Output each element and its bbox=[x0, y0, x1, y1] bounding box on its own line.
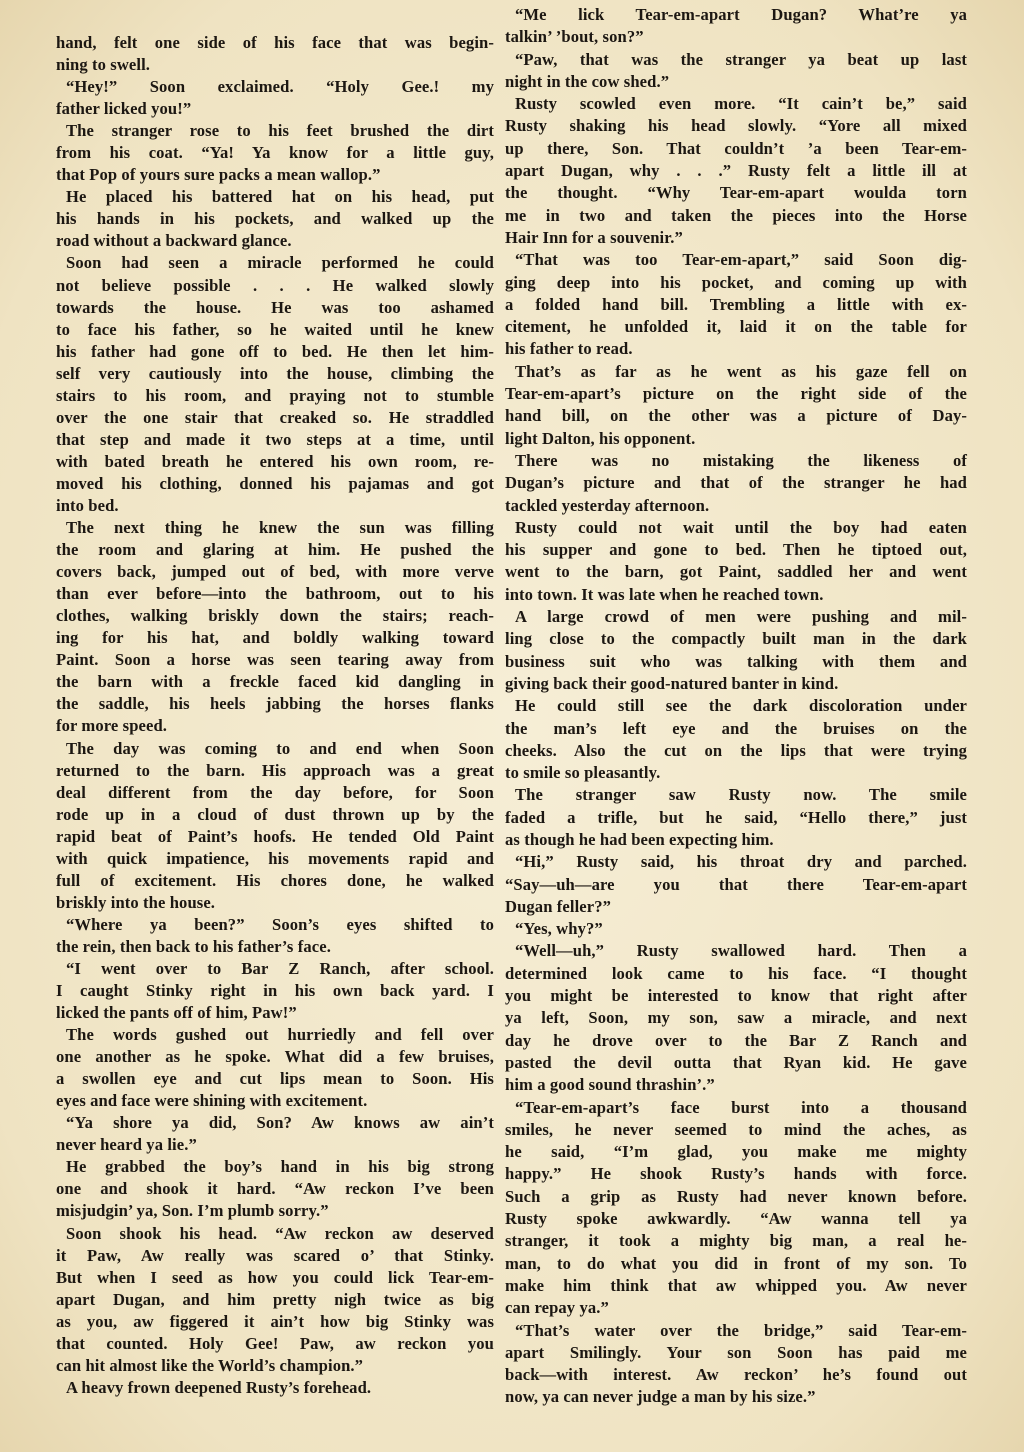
text-line: Hair Inn for a souvenir.” bbox=[505, 227, 683, 247]
text-line: his supper and gone to bed. Then he tiptoed out, bbox=[505, 540, 967, 560]
text-line: “Ya shore ya did, Son? Aw knows aw ain’t bbox=[66, 1113, 494, 1133]
text-line: “Where ya been?” Soon’s eyes shifted to bbox=[66, 914, 494, 934]
text-line: covers back, jumped out of bed, with more verve bbox=[56, 562, 494, 582]
text-line: The day was coming to and end when Soon bbox=[66, 738, 494, 758]
text-line: the barn with a freckle faced kid dangling in bbox=[56, 672, 494, 692]
text-line: ing for his hat, and boldly walking toward bbox=[56, 628, 494, 648]
text-line: me in two and taken the pieces into the Horse bbox=[505, 205, 967, 225]
text-line: a folded hand bill. Trembling a little with ex- bbox=[505, 294, 967, 314]
text-line: talkin’ ’bout, son?” bbox=[505, 27, 644, 47]
text-line: self very cautiously into the house, climbing the bbox=[56, 363, 494, 383]
text-line: Rusty scowled even more. “It cain’t be,” said bbox=[515, 94, 967, 114]
paragraph bbox=[56, 1223, 494, 1377]
paragraph bbox=[56, 1112, 494, 1156]
text-line: Soon shook his head. “Aw reckon aw deserved bbox=[66, 1223, 494, 1243]
text-line: “Hey!” Soon exclaimed. “Holy Gee.! my bbox=[66, 77, 494, 97]
text-line: his hands in his pockets, and walked up the bbox=[56, 209, 494, 229]
paragraph bbox=[505, 361, 967, 450]
text-line: light Dalton, his opponent. bbox=[505, 428, 696, 448]
paragraph bbox=[505, 450, 967, 517]
text-line: happy.” He shook Rusty’s hands with force. bbox=[505, 1164, 967, 1184]
text-line: A large crowd of men were pushing and mil- bbox=[515, 607, 967, 627]
paragraph bbox=[56, 517, 494, 737]
text-line: “That’s water over the bridge,” said Tear-em- bbox=[515, 1320, 967, 1340]
text-line: can hit almost like the World’s champion.” bbox=[56, 1355, 364, 1375]
paragraph bbox=[505, 606, 967, 695]
text-line: licked the pants off of him, Paw!” bbox=[56, 1003, 297, 1023]
text-line: rapid beat of Paint’s hoofs. He tended Old Paint bbox=[56, 826, 494, 846]
text-line: him a good sound thrashin’.” bbox=[505, 1075, 715, 1095]
text-line: hand bill, on the other was a picture of Day- bbox=[505, 406, 967, 426]
paragraph bbox=[56, 186, 494, 252]
paragraph bbox=[56, 914, 494, 958]
text-line: into town. It was late when he reached town. bbox=[505, 584, 824, 604]
text-line: road without a backward glance. bbox=[56, 231, 292, 251]
text-line: the thought. “Why Tear-em-apart woulda torn bbox=[505, 183, 967, 203]
paragraph bbox=[505, 851, 967, 918]
paragraph bbox=[505, 249, 967, 360]
text-line: back—with interest. Aw reckon’ he’s found out bbox=[505, 1365, 967, 1385]
paragraph bbox=[56, 738, 494, 914]
text-line: a swollen eye and cut lips mean to Soon. His bbox=[56, 1069, 494, 1089]
text-line: not believe possible . . . He walked slowly bbox=[56, 275, 494, 295]
paragraph bbox=[56, 252, 494, 517]
text-line: A heavy frown deepened Rusty’s forehead. bbox=[66, 1377, 372, 1397]
text-line: than ever before—into the bathroom, out to his bbox=[56, 584, 494, 604]
text-line: over the one stair that creaked so. He straddled bbox=[56, 407, 494, 427]
text-line: to face his father, so he waited until he knew bbox=[56, 319, 494, 339]
text-line: with bated breath he entered his own room, re- bbox=[56, 451, 494, 471]
text-line: But when I seed as how you could lick Tear-em- bbox=[56, 1267, 494, 1287]
text-line: with quick impatience, his movements rapid and bbox=[56, 848, 494, 868]
text-line: the rein, then back to his father’s face. bbox=[56, 936, 331, 956]
text-line: now, ya can never judge a man by his size.” bbox=[505, 1387, 816, 1407]
paragraph bbox=[56, 1377, 494, 1399]
text-line: ya left, Soon, my son, saw a miracle, and next bbox=[505, 1008, 967, 1028]
paragraph bbox=[505, 1097, 967, 1320]
text-line: to smile so pleasantly. bbox=[505, 763, 661, 783]
text-line: man, to do what you did in front of my son. To bbox=[505, 1253, 967, 1273]
text-line: He placed his battered hat on his head, put bbox=[66, 187, 494, 207]
text-line: father licked you!” bbox=[56, 99, 192, 119]
text-line: the room and glaring at him. He pushed the bbox=[56, 540, 494, 560]
text-line: Dugan’s picture and that of the stranger he had bbox=[505, 473, 967, 493]
text-line: deal different from the day before, for Soon bbox=[56, 782, 494, 802]
text-line: apart Smilingly. Your son Soon has paid me bbox=[505, 1342, 967, 1362]
text-line: apart Dugan, why . . .” Rusty felt a little ill at bbox=[505, 161, 967, 181]
text-line: ning to swell. bbox=[56, 55, 151, 75]
text-line: the man’s left eye and the bruises on the bbox=[505, 718, 967, 738]
text-line: that step and made it two steps at a time, until bbox=[56, 429, 494, 449]
text-line: business suit who was talking with them and bbox=[505, 651, 967, 671]
text-line: Tear-em-apart’s picture on the right side of the bbox=[505, 384, 967, 404]
text-line: into bed. bbox=[56, 495, 119, 515]
paragraph bbox=[56, 32, 494, 76]
text-line: The stranger saw Rusty now. The smile bbox=[515, 785, 967, 805]
paragraph bbox=[56, 76, 494, 120]
text-line: That’s as far as he went as his gaze fell on bbox=[515, 361, 967, 381]
text-line: Soon had seen a miracle performed he could bbox=[66, 253, 494, 273]
text-line: “Paw, that was the stranger ya beat up last bbox=[515, 49, 967, 69]
text-line: ling close to the compactly built man in the dark bbox=[505, 629, 967, 649]
text-line: “Me lick Tear-em-apart Dugan? What’re ya bbox=[515, 5, 967, 24]
text-line: you might be interested to know that right after bbox=[505, 986, 967, 1006]
text-line: night in the cow shed.” bbox=[505, 71, 670, 91]
text-line: Rusty shaking his head slowly. “Yore all mixed bbox=[505, 116, 967, 136]
text-line: the saddle, his heels jabbing the horses flanks bbox=[56, 694, 494, 714]
text-line: for more speed. bbox=[56, 716, 168, 736]
paragraph bbox=[505, 784, 967, 851]
text-line: as though he had been expecting him. bbox=[505, 829, 774, 849]
text-line: one and shook it hard. “Aw reckon I’ve been bbox=[56, 1179, 494, 1199]
text-line: There was no mistaking the likeness of bbox=[515, 450, 967, 470]
text-line: apart Dugan, and him pretty nigh twice as big bbox=[56, 1289, 494, 1309]
text-line: giving back their good-natured banter in kind. bbox=[505, 673, 839, 693]
text-line: went to the barn, got Paint, saddled her and went bbox=[505, 562, 967, 582]
paragraph bbox=[505, 918, 967, 940]
text-line: that Pop of yours sure packs a mean wallop.” bbox=[56, 165, 381, 185]
text-line: clothes, walking briskly down the stairs; reach- bbox=[56, 606, 494, 626]
text-line: Such a grip as Rusty had never known before. bbox=[505, 1186, 967, 1206]
text-line: He grabbed the boy’s hand in his big strong bbox=[66, 1157, 494, 1177]
text-line: one another as he spoke. What did a few bruises, bbox=[56, 1047, 494, 1067]
text-line: eyes and face were shining with excitement. bbox=[56, 1091, 368, 1111]
paragraph bbox=[56, 1156, 494, 1222]
text-line: it Paw, Aw really was scared o’ that Stinky. bbox=[56, 1245, 494, 1265]
text-line: that counted. Holy Gee! Paw, aw reckon you bbox=[56, 1333, 494, 1353]
text-line: Dugan feller?” bbox=[505, 896, 612, 916]
paragraph bbox=[505, 1320, 967, 1409]
text-line: can repay ya.” bbox=[505, 1298, 609, 1318]
text-line: “Tear-em-apart’s face burst into a thousand bbox=[515, 1097, 967, 1117]
text-line: “Hi,” Rusty said, his throat dry and parched. bbox=[515, 852, 967, 872]
text-line: his father to read. bbox=[505, 339, 633, 359]
text-line: The stranger rose to his feet brushed the dirt bbox=[66, 121, 494, 141]
text-line: faded a trifle, but he said, “Hello there,” just bbox=[505, 807, 967, 827]
text-line: moved his clothing, donned his pajamas and got bbox=[56, 473, 494, 493]
text-line: citement, he unfolded it, laid it on the table for bbox=[505, 317, 967, 337]
text-line: day he drove over to the Bar Z Ranch and bbox=[505, 1030, 967, 1050]
text-line: his father had gone off to bed. He then let him- bbox=[56, 341, 494, 361]
text-line: stranger, it took a mighty big man, a real he- bbox=[505, 1231, 967, 1251]
paragraph bbox=[505, 940, 967, 1096]
text-line: The next thing he knew the sun was filling bbox=[66, 518, 494, 538]
text-line: cheeks. Also the cut on the lips that were trying bbox=[505, 740, 967, 760]
text-line: He could still see the dark discoloration under bbox=[515, 696, 967, 716]
text-line: hand, felt one side of his face that was begin- bbox=[56, 33, 494, 52]
text-line: briskly into the house. bbox=[56, 892, 216, 912]
text-line: stairs to his room, and praying not to stumble bbox=[56, 385, 494, 405]
text-line: pasted the devil outta that Ryan kid. He gave bbox=[505, 1052, 967, 1072]
text-line: he said, “I’m glad, you make me mighty bbox=[505, 1142, 967, 1162]
paragraph bbox=[505, 695, 967, 784]
text-line: determined look came to his face. “I thought bbox=[505, 963, 967, 983]
paragraph bbox=[56, 1024, 494, 1112]
text-line: never heard ya lie.” bbox=[56, 1135, 197, 1155]
text-column-left bbox=[56, 32, 494, 1399]
text-line: up there, Son. That couldn’t ’a been Tear-em- bbox=[505, 138, 967, 158]
text-line: “Well—uh,” Rusty swallowed hard. Then a bbox=[515, 941, 967, 961]
text-line: “Yes, why?” bbox=[515, 919, 603, 939]
text-line: returned to the barn. His approach was a great bbox=[56, 760, 494, 780]
text-line: “I went over to Bar Z Ranch, after school. bbox=[66, 958, 494, 978]
text-line: Paint. Soon a horse was seen tearing away from bbox=[56, 650, 494, 670]
text-line: “Say—uh—are you that there Tear-em-apart bbox=[505, 874, 967, 894]
text-column-right bbox=[505, 4, 967, 1409]
paragraph bbox=[56, 120, 494, 186]
text-line: misjudgin’ ya, Son. I’m plumb sorry.” bbox=[56, 1201, 329, 1221]
text-line: “That was too Tear-em-apart,” said Soon dig- bbox=[515, 250, 967, 270]
paragraph bbox=[56, 958, 494, 1024]
text-line: make him think that aw whipped you. Aw never bbox=[505, 1275, 967, 1295]
text-line: ging deep into his pocket, and coming up with bbox=[505, 272, 967, 292]
text-line: full of excitement. His chores done, he walked bbox=[56, 870, 494, 890]
text-line: Rusty spoke awkwardly. “Aw wanna tell ya bbox=[505, 1209, 967, 1229]
text-line: The words gushed out hurriedly and fell over bbox=[66, 1025, 494, 1045]
text-line: smiles, he never seemed to mind the aches, as bbox=[505, 1119, 967, 1139]
text-line: tackled yesterday afternoon. bbox=[505, 495, 710, 515]
text-line: towards the house. He was too ashamed bbox=[56, 297, 494, 317]
text-line: I caught Stinky right in his own back yard. I bbox=[56, 981, 494, 1001]
paragraph bbox=[505, 93, 967, 249]
paragraph bbox=[505, 4, 967, 49]
paragraph bbox=[505, 517, 967, 606]
text-line: from his coat. “Ya! Ya know for a little guy, bbox=[56, 143, 494, 163]
text-line: Rusty could not wait until the boy had eaten bbox=[515, 517, 967, 537]
paragraph bbox=[505, 49, 967, 94]
text-line: as you, aw figgered it ain’t how big Stinky was bbox=[56, 1311, 494, 1331]
text-line: rode up in a cloud of dust thrown up by the bbox=[56, 804, 494, 824]
